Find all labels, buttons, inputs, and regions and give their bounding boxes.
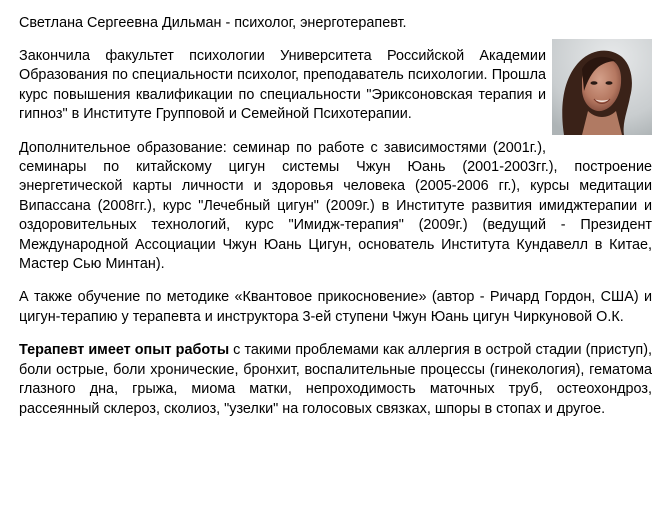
bio-heading: Светлана Сергеевна Дильман - психолог, энерготерапевт. (19, 15, 407, 31)
experience-text: с такими проблемами как аллергия в острой стадии (приступ), боли острые, боли хронические, бронхит, воспалительные процессы (гинекология), гематома глазного дна, грыжа, миома матки, непроходимость маточных труб, остеохондроз, рассеянный склероз, сколиоз, "узелки" на голосовых связках, шпоры в стопах и другое. (19, 342, 652, 417)
experience-paragraph (19, 341, 652, 419)
quantum-touch-paragraph: А также обучение по методике «Квантовое прикосновение» (автор - Ричард Гордон, США) и цигун-терапию у терапевта и инструктора 3-ей ступени Чжун Юань цигун Чиркуновой О.К. (19, 289, 652, 325)
education-paragraph: Закончила факультет психологии Университета Российской Академии Образования по специальности психолог, преподаватель психологии. Прошла курс повышения квалификации по специальности "Эриксоновская терапия и гипноз" в Институте Групповой и Семейной Психотерапии. (19, 48, 546, 123)
portrait-photo (552, 39, 652, 135)
additional-education-paragraph: Дополнительное образование: семинар по работе с зависимостями (2001г.), семинары по китайскому цигун системы Чжун Юань (2001-2003гг.), построение энергетической карты личности и здоровья человека (2005-2006 гг.), курсы медитации Випассана (2008гг.), курс "Лечебный цигун" (2009г.) в Институте развития имиджтерапии и оздоровительных технологий, курс "Имидж-терапия" (2009г.) (ведущий - Президент Международной Ассоциации Чжун Юань Цигун, основатель Института Кундавелл в Китае, Мастер Сью Минтан). (19, 139, 652, 273)
experience-lead: Терапевт имеет опыт работы (19, 342, 230, 359)
bio-page (19, 14, 652, 419)
